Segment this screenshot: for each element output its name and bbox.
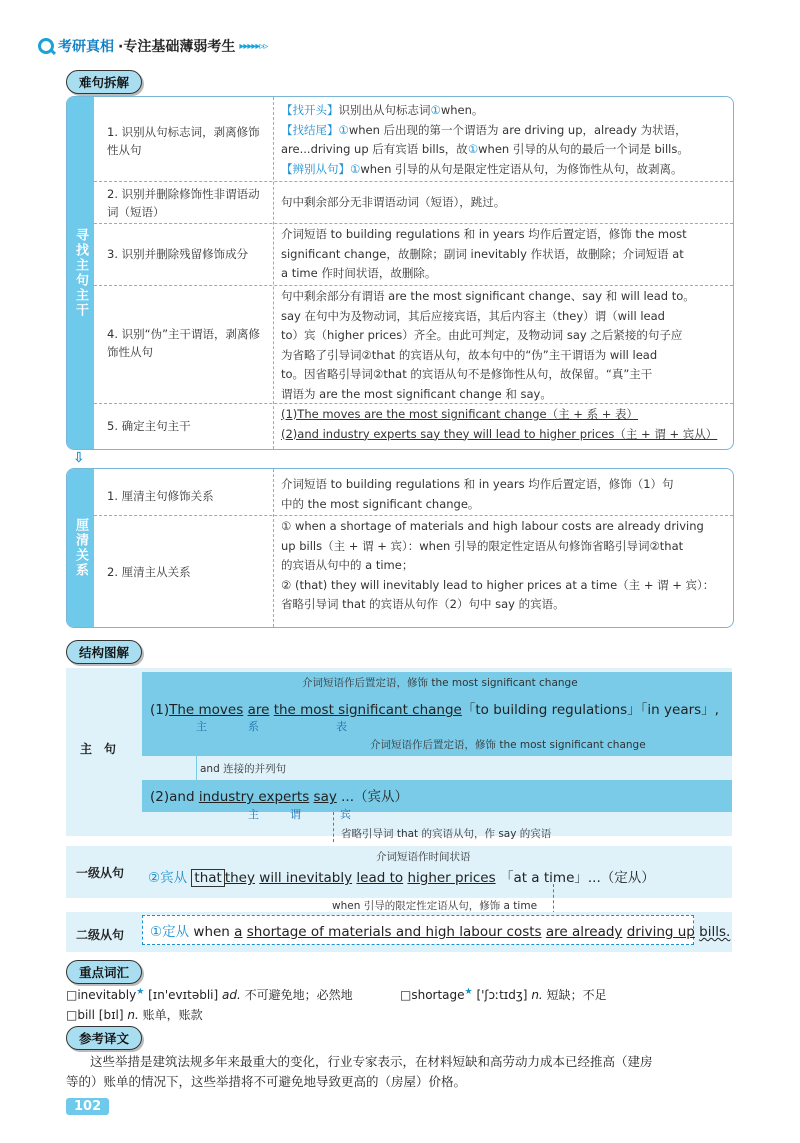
- sentence-2: (2)and industry experts say ...（宾从）: [150, 789, 408, 805]
- arrows-decoration: ▸▸▸▸▸▹▹: [239, 40, 268, 52]
- connector-note: and 连接的并列句: [200, 763, 287, 775]
- section-title-jiegou: 结构图解: [66, 640, 142, 664]
- tag-wei-2: 谓: [290, 808, 301, 821]
- tag-bin-2: 宾: [340, 808, 351, 821]
- sentence-1: (1)The moves are the most significant change「to building regulations」「in years」,: [150, 702, 719, 718]
- clarify-step-1-label: 1. 厘清主句修饰关系: [107, 489, 214, 503]
- vocab-bill: □bill [bɪl] n. 账单，账款: [66, 1008, 203, 1022]
- tag-zhu-1: 主: [196, 720, 207, 733]
- page-number: 102: [66, 1098, 109, 1115]
- translation-text: 这些举措是建筑法规多年来最重大的变化，行业专家表示，在材料短缺和高劳动力成本已经推高（建房 等的）账单的情况下，这些举措将不可避免地导致更高的（房屋）价格。: [66, 1054, 653, 1089]
- down-arrow-icon: ⇩: [73, 450, 85, 466]
- level1-clause: ②宾从 that they will inevitably lead to higher prices 「at a time」...（定从）: [148, 870, 655, 886]
- step-4-label: 4. 识别“伪”主干谓语，剥离修饰性从句: [107, 327, 261, 359]
- step-2-content: 句中剩余部分无非谓语动词（短语），跳过。: [281, 195, 506, 209]
- level2-label: 二级从句: [76, 928, 125, 942]
- section-title-cihui: 重点词汇: [66, 960, 142, 984]
- vocab-shortage: □shortage★ ['ʃɔːtɪdʒ] n. 短缺；不足: [400, 987, 607, 1002]
- search-logo-icon: [38, 38, 54, 54]
- tag-zhu-2: 主: [248, 808, 259, 821]
- level2-clause: ①定从 when a shortage of materials and high labour costs are already driving up bills.: [150, 924, 731, 940]
- find-main-box: [66, 96, 734, 450]
- clarify-step-2-label: 2. 厘清主从关系: [107, 565, 191, 579]
- tag-xi-1: 系: [248, 720, 259, 733]
- clarify-step-1-content: 介词短语 to building regulations 和 in years 均作后置定语，修饰（1）句 中的 the most significant change。: [281, 477, 674, 511]
- note-omit: 省略引导词 that 的宾语从句，作 say 的宾语: [341, 828, 552, 840]
- find-main-side-label: 寻找主句主干: [67, 97, 94, 449]
- section-title-yiwen: 参考译文: [66, 1026, 142, 1050]
- page-header: [38, 36, 267, 56]
- note-bottom: 介词短语作后置定语，修饰 the most significant change: [370, 739, 646, 751]
- step-4-content: 句中剩余部分有谓语 are the most significant change、say 和 will lead to。 say 在句中为及物动词，其后应接宾语，其后内容主（they）谓（will lead to）宾（higher prices）齐全。由此可判定，及物动词 say 之后紧接的句子应 为省略了引导词②that 的宾语从句，故本句中的“伪”主干谓语为 will lead to。因省略引导词②that 的宾语从句不是修饰性从句，故保留。“真”主干 谓语为 are the most significant change 和 say。: [281, 289, 695, 401]
- tag-biao-1: 表: [336, 720, 347, 733]
- level1-label: 一级从句: [76, 866, 125, 880]
- step-1-content: 【找开头】识别出从句标志词①when。 【找结尾】①when 后出现的第一个谓语为 are driving up，already 为状语， are...driving up 后有宾语 bills，故①when 引导的从句的最后一个词是 bills。 【辨别从句】①when 引导的从句是限定性定语从句，为修饰性从句，故剥离。: [281, 103, 689, 176]
- step-5-label: 5. 确定主句主干: [107, 419, 191, 433]
- section-title-nanju: 难句拆解: [66, 70, 142, 94]
- step-5-content: (1)The moves are the most significant change（主 + 系 + 表） (2)and industry experts say they will lead to higher prices（主 + 谓 + 宾从）: [281, 407, 718, 441]
- main-clause-label: 主 句: [80, 742, 117, 756]
- brand-title: 考研真相: [58, 39, 114, 55]
- brand-slogan: ·专注基础薄弱考生: [118, 39, 236, 55]
- step-3-label: 3. 识别并删除残留修饰成分: [107, 247, 249, 261]
- clarify-side-label: 厘清关系: [67, 469, 94, 627]
- note-top: 介词短语作后置定语，修饰 the most significant change: [302, 677, 578, 689]
- note-time: 介词短语作时间状语: [376, 851, 471, 863]
- step-2-label: 2. 识别并删除修饰性非谓语动词（短语）: [107, 187, 260, 219]
- note-when: when 引导的限定性定语从句，修饰 a time: [332, 900, 538, 912]
- clarify-step-2-content: ① when a shortage of materials and high labour costs are already driving up bills（主 + 谓 + 宾）：when 引导的限定性定语从句修饰省略引导词②that 的宾语从句中的 a time； ② (that) they will inevitably lead to higher prices at a time（主 + 谓 + 宾）： 省略引导词 that 的宾语从句作（2）句中 say 的宾语。: [281, 519, 715, 611]
- clarify-box: [66, 468, 734, 628]
- step-1-label: 1. 识别从句标志词，剥离修饰性从句: [107, 125, 260, 157]
- vocab-inevitably: □inevitably★ [ɪn'evɪtəbli] ad. 不可避免地；必然地: [66, 987, 353, 1002]
- step-3-content: 介词短语 to building regulations 和 in years 均作后置定语，修饰 the most significant change，故删除；副词 inevitably 作状语，故删除；介词短语 at a time 作时间状语，故删除。: [281, 227, 687, 280]
